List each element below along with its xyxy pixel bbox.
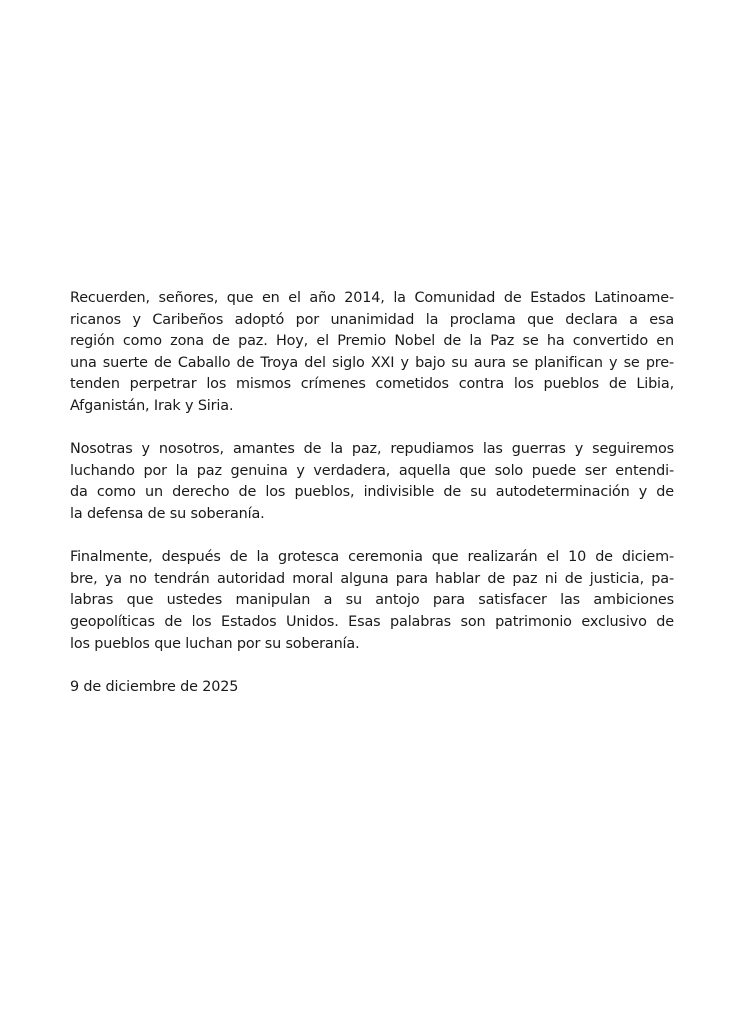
text-line: Afganistán, Irak y Siria. (70, 397, 234, 414)
text-line: una suerte de Caballo de Troya del siglo XXI y bajo su aura se planifican y se pre- (70, 354, 674, 371)
text-line: tenden perpetrar los mismos crímenes cometidos contra los pueblos de Libia, (70, 376, 674, 393)
text-line: región como zona de paz. Hoy, el Premio Nobel de la Paz se ha convertido en (70, 333, 674, 350)
text-line: luchando por la paz genuina y verdadera, aquella que solo puede ser entendi- (70, 462, 674, 479)
text-line: bre, ya no tendrán autoridad moral alguna para hablar de paz ni de justicia, pa- (70, 570, 674, 587)
document-date: 9 de diciembre de 2025 (70, 678, 239, 695)
paragraph-lovers-of-peace (70, 439, 674, 525)
text-line: Recuerden, señores, que en el año 2014, la Comunidad de Estados Latinoame- (70, 290, 674, 306)
text-line: geopolíticas de los Estados Unidos. Esas palabras son patrimonio exclusivo de (70, 613, 674, 630)
text-line: ricanos y Caribeños adoptó por unanimidad la proclama que declara a esa (70, 311, 674, 328)
text-line: Nosotras y nosotros, amantes de la paz, repudiamos las guerras y seguiremos (70, 441, 674, 458)
document-body (70, 288, 674, 698)
paragraph-celac-zone-of-peace (70, 288, 674, 418)
text-line: labras que ustedes manipulan a su antojo para satisfacer las ambiciones (70, 592, 674, 609)
text-line: Finalmente, después de la grotesca ceremonia que realizarán el 10 de diciem- (70, 549, 674, 566)
text-line: da como un derecho de los pueblos, indivisible de su autodeterminación y de (70, 484, 674, 501)
text-line: los pueblos que luchan por su soberanía. (70, 635, 360, 652)
text-line: la defensa de su soberanía. (70, 505, 265, 522)
paragraph-finally-ceremony (70, 547, 674, 655)
